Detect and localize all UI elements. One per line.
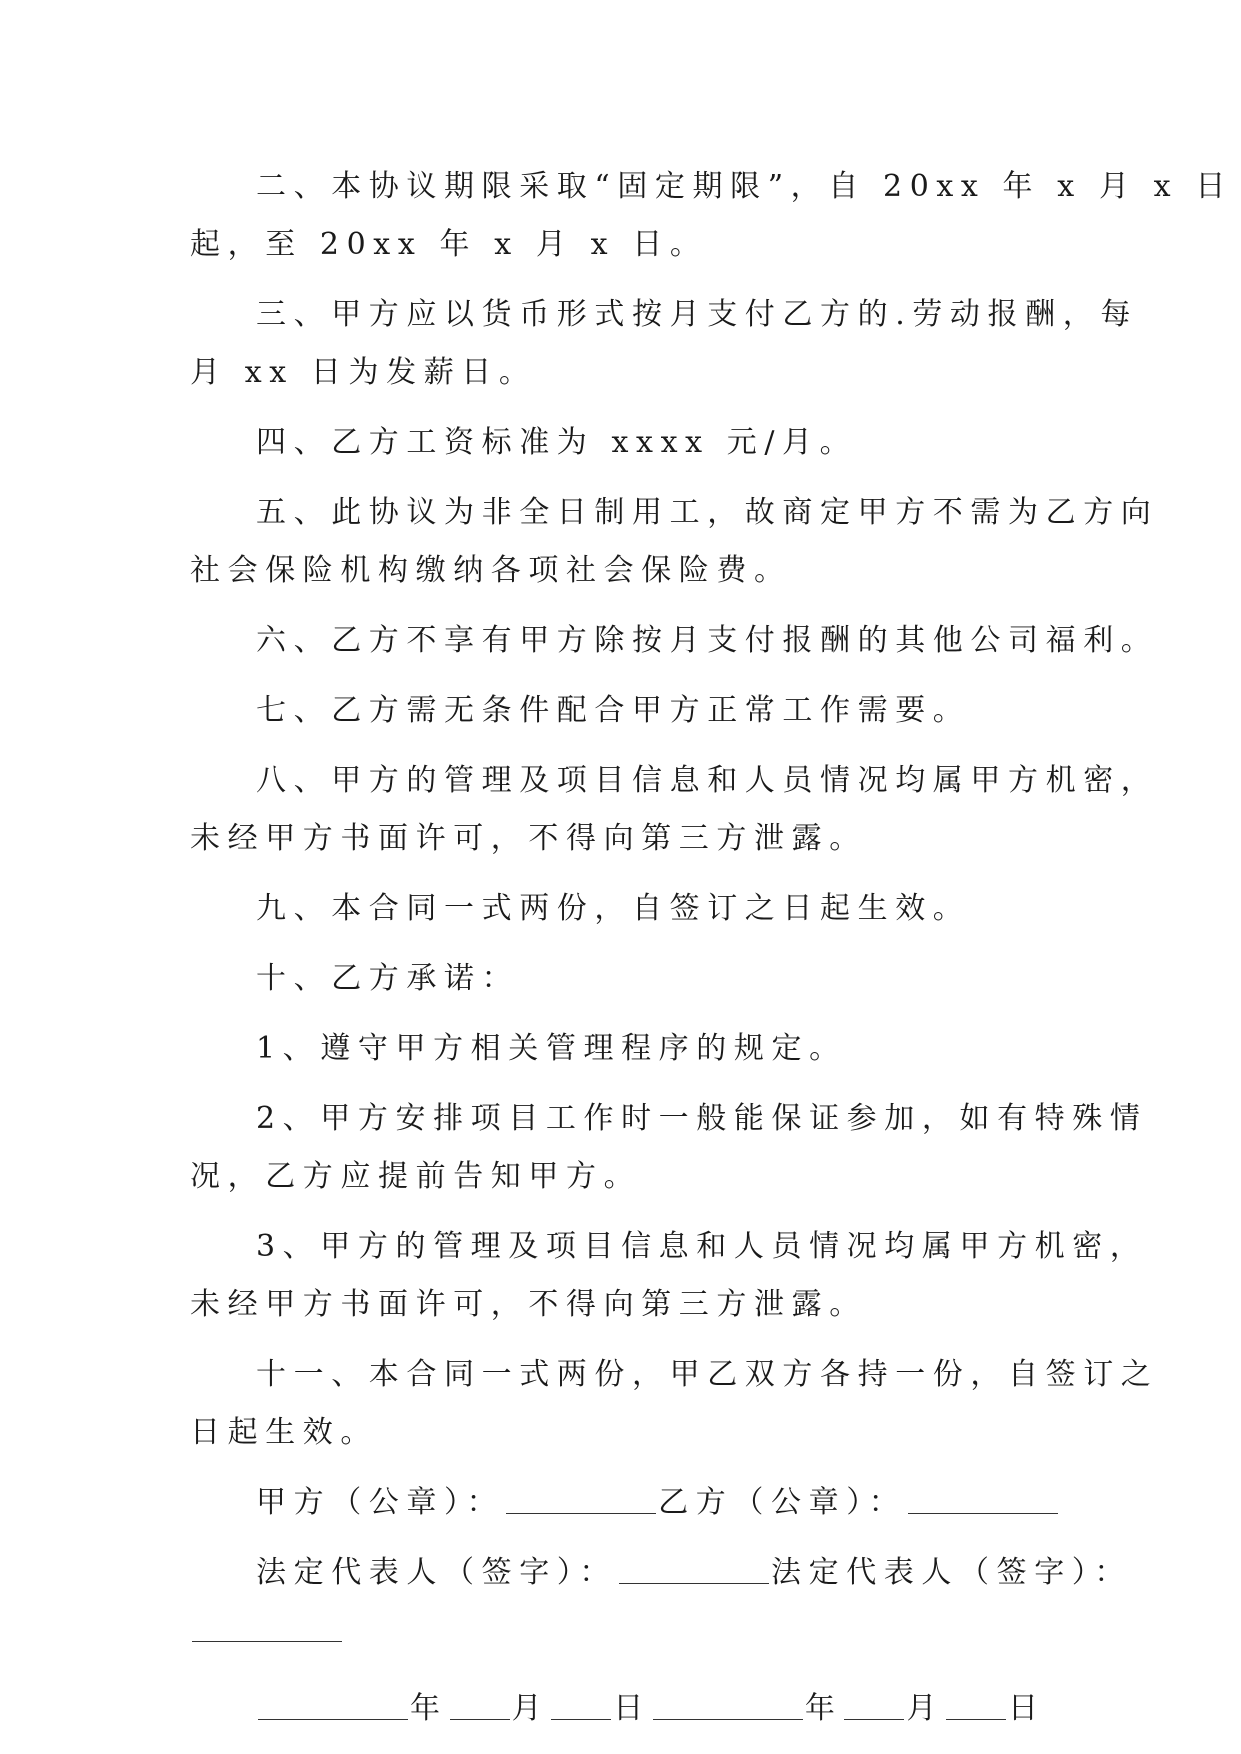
promise-1-line-1: 1、遵守甲方相关管理程序的规定。 bbox=[256, 1031, 847, 1066]
party-a-seal-label: 甲方（公章）： bbox=[256, 1485, 505, 1520]
promise-3-line-1: 3、甲方的管理及项目信息和人员情况均属甲方机密， bbox=[256, 1229, 1148, 1264]
party-a-seal-blank[interactable] bbox=[506, 1483, 656, 1514]
date-a-month-blank[interactable] bbox=[450, 1689, 510, 1720]
party-b-seal-label: 乙方（公章）： bbox=[658, 1485, 907, 1520]
date-a-month-label: 月 bbox=[511, 1691, 550, 1726]
clause-10-line-1: 十、乙方承诺： bbox=[256, 961, 520, 996]
date-a-day-label: 日 bbox=[613, 1691, 651, 1726]
clause-11-line-2: 日起生效。 bbox=[190, 1415, 378, 1450]
date-a-year-label: 年 bbox=[410, 1691, 448, 1726]
seal-row bbox=[190, 1474, 1070, 1532]
rep-b-blank[interactable] bbox=[192, 1611, 342, 1642]
clause-4-line-1: 四、乙方工资标准为 xxxx 元/月。 bbox=[256, 425, 858, 460]
clause-3-line-2: 月 xx 日为发薪日。 bbox=[190, 355, 537, 390]
clause-9-line-1: 九、本合同一式两份，自签订之日起生效。 bbox=[256, 891, 971, 926]
clause-6-line-1: 六、乙方不享有甲方除按月支付报酬的其他公司福利。 bbox=[256, 623, 1159, 658]
clause-8-line-2: 未经甲方书面许可，不得向第三方泄露。 bbox=[190, 821, 867, 856]
date-a-day-blank[interactable] bbox=[551, 1689, 611, 1720]
clause-2-line-1: 二、本协议期限采取“固定期限”，自 20xx 年 x 月 x 日 bbox=[256, 169, 1233, 204]
rep-b-label: 法定代表人（签字）： bbox=[771, 1555, 1132, 1590]
date-a-year-blank[interactable] bbox=[258, 1689, 408, 1720]
rep-a-blank[interactable] bbox=[619, 1553, 769, 1584]
date-b-day-blank[interactable] bbox=[946, 1689, 1006, 1720]
date-b-day-label: 日 bbox=[1008, 1691, 1046, 1726]
party-b-seal-blank[interactable] bbox=[908, 1483, 1058, 1514]
rep-a-label: 法定代表人（签字）： bbox=[256, 1555, 617, 1590]
clause-2-line-2: 起，至 20xx 年 x 月 x 日。 bbox=[190, 227, 708, 262]
promise-2-line-2: 况，乙方应提前告知甲方。 bbox=[190, 1159, 642, 1194]
promise-3-line-2: 未经甲方书面许可，不得向第三方泄露。 bbox=[190, 1287, 867, 1322]
clause-11-line-1: 十一、本合同一式两份，甲乙双方各持一份，自签订之 bbox=[256, 1357, 1159, 1392]
clause-8-line-1: 八、甲方的管理及项目信息和人员情况均属甲方机密， bbox=[256, 763, 1159, 798]
rep-b-blank-row bbox=[190, 1602, 1070, 1660]
clause-5-line-1: 五、此协议为非全日制用工，故商定甲方不需为乙方向 bbox=[256, 495, 1159, 530]
representative-row bbox=[190, 1544, 1132, 1602]
promise-2-line-1: 2、甲方安排项目工作时一般能保证参加，如有特殊情 bbox=[256, 1101, 1148, 1136]
date-row bbox=[190, 1680, 1070, 1738]
date-b-month-blank[interactable] bbox=[844, 1689, 904, 1720]
date-b-year-label: 年 bbox=[804, 1691, 843, 1726]
clause-7-line-1: 七、乙方需无条件配合甲方正常工作需要。 bbox=[256, 693, 971, 728]
contract-page bbox=[190, 158, 1233, 1738]
clause-5-line-2: 社会保险机构缴纳各项社会保险费。 bbox=[190, 553, 792, 588]
date-b-month-label: 月 bbox=[906, 1691, 945, 1726]
date-b-year-blank[interactable] bbox=[653, 1689, 803, 1720]
clause-3-line-1: 三、甲方应以货币形式按月支付乙方的.劳动报酬，每 bbox=[256, 297, 1138, 332]
